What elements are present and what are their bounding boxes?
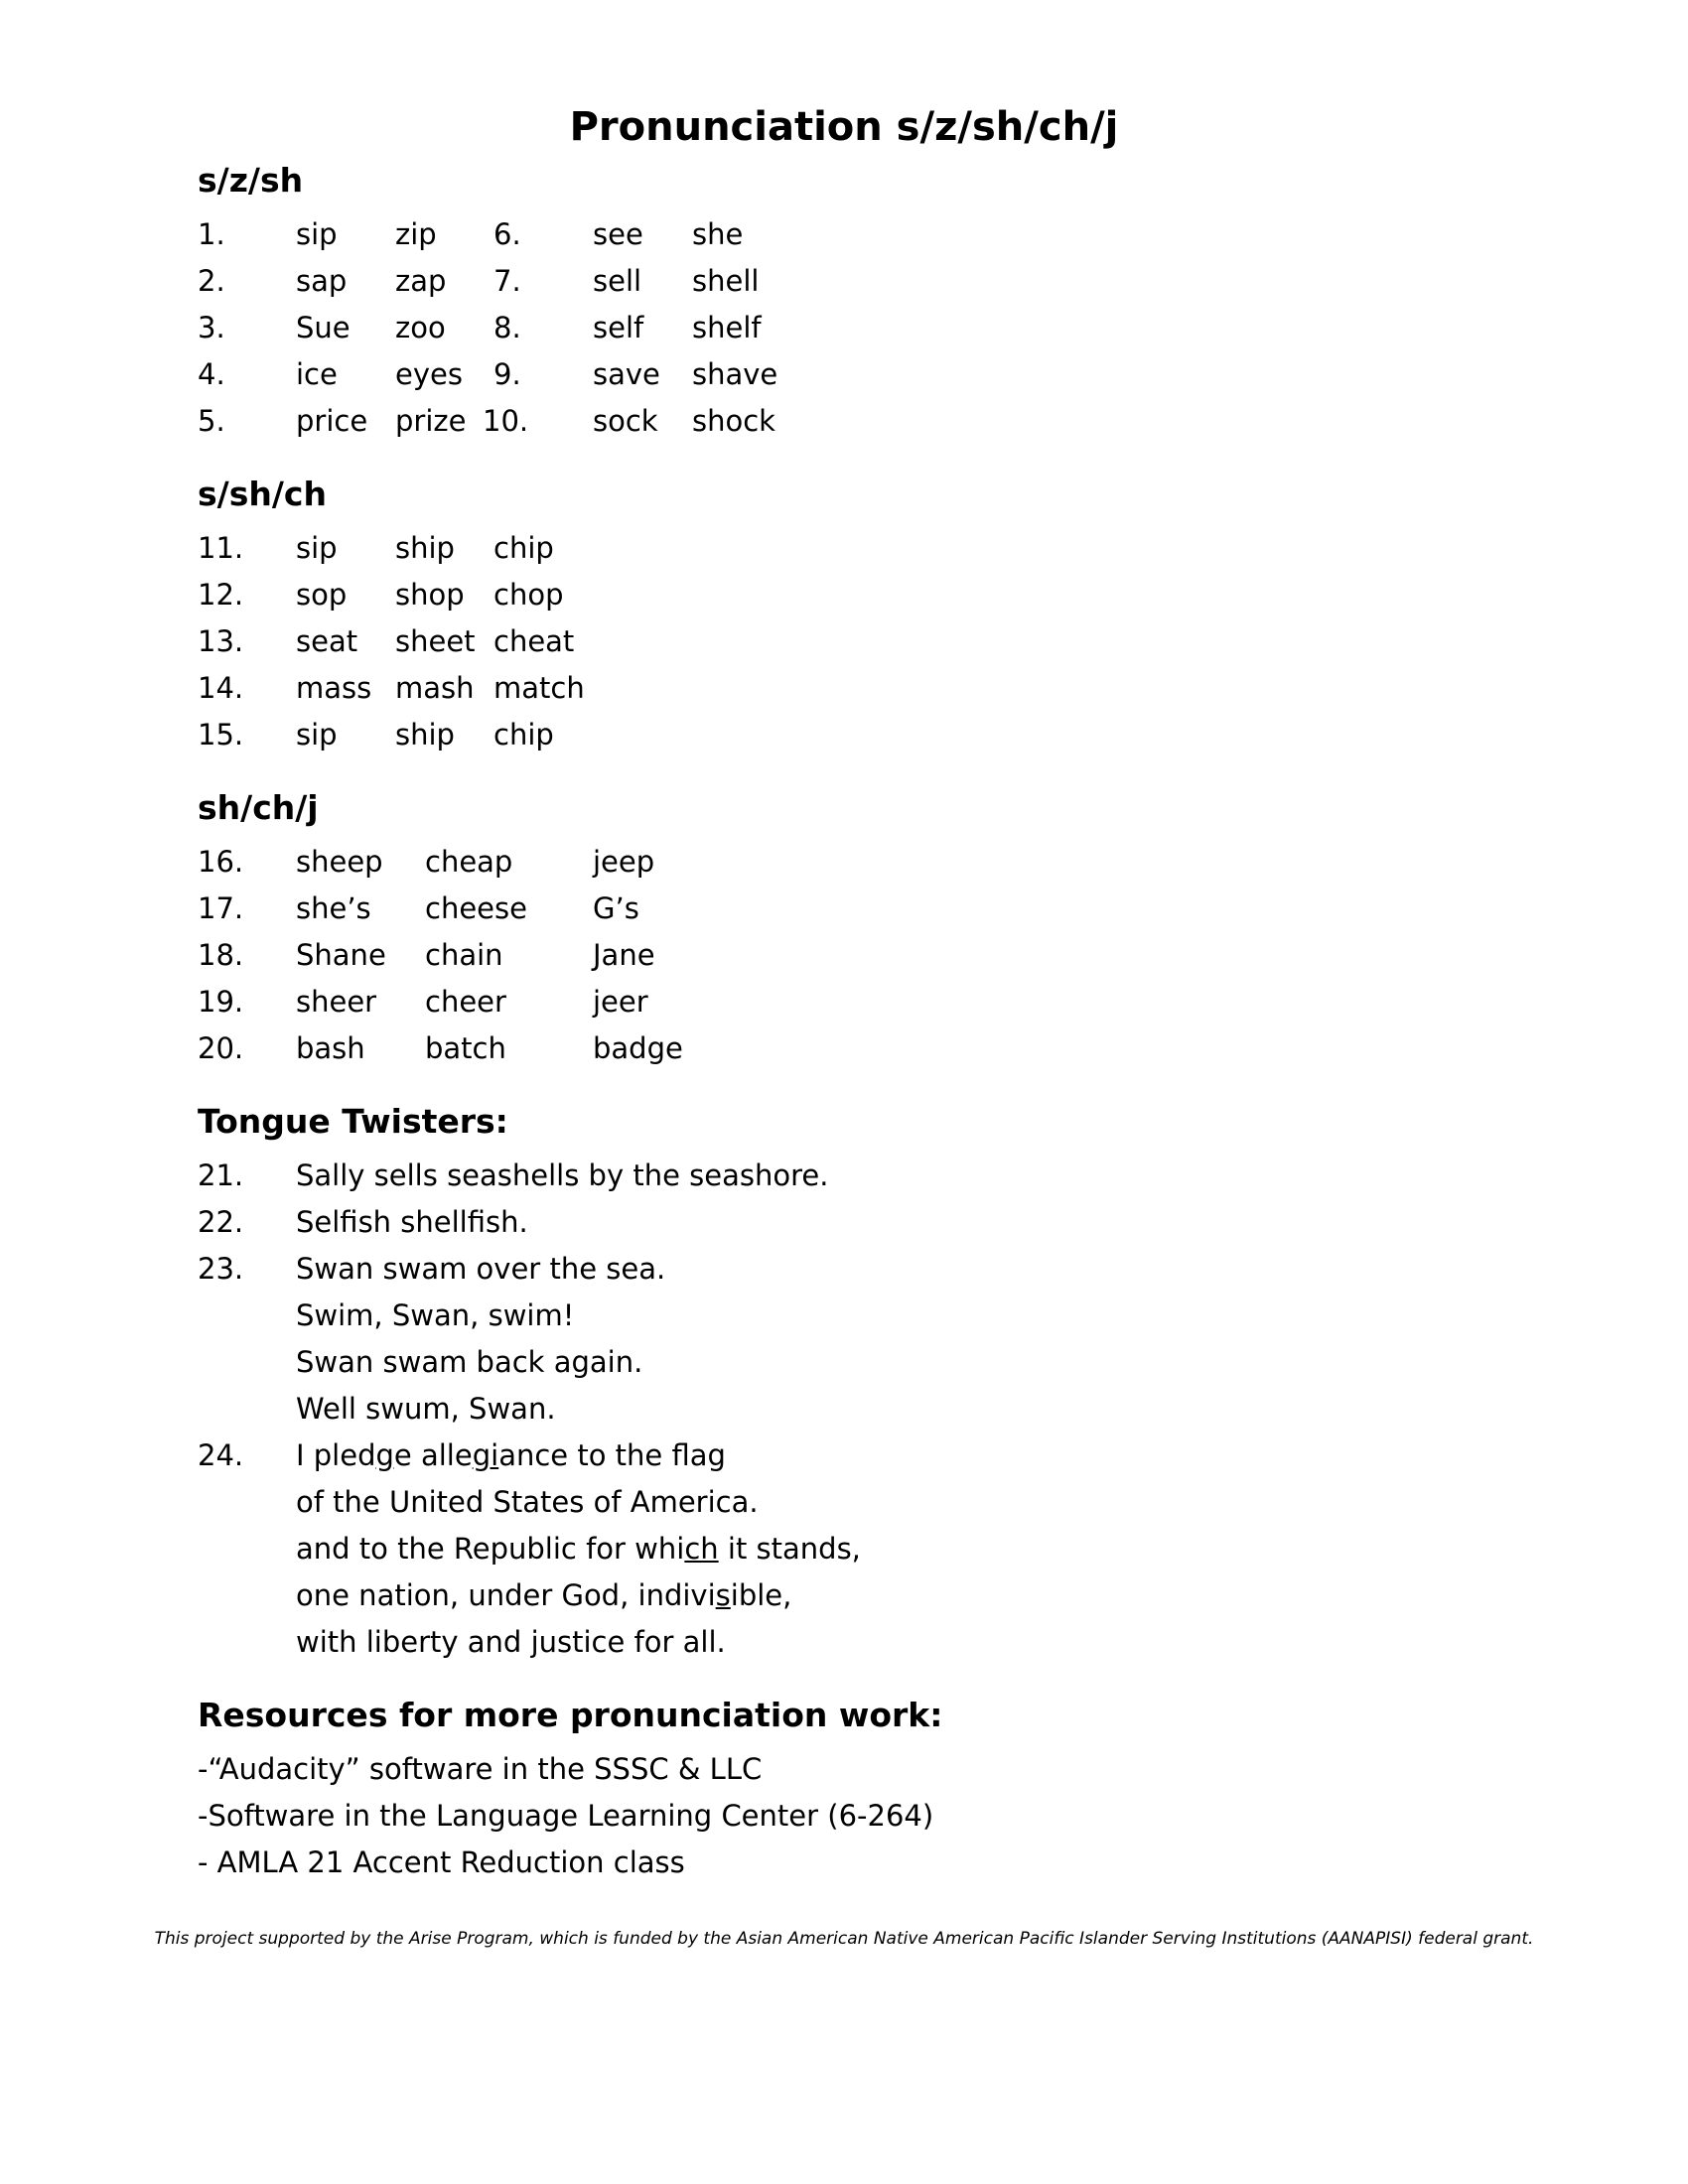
word: bash xyxy=(296,1031,365,1065)
word: cheer xyxy=(425,985,506,1019)
word: eyes xyxy=(395,357,463,391)
twister-line-row xyxy=(0,1389,1688,1429)
underlined-sound: ch xyxy=(684,1532,719,1566)
word-row xyxy=(0,1028,1688,1068)
pledge-text: and to the Republic for whi xyxy=(296,1532,685,1566)
word: self xyxy=(593,311,644,344)
pledge-text: it stands, xyxy=(718,1532,861,1566)
item-number: 12. xyxy=(198,578,244,612)
word: sheet xyxy=(395,624,476,658)
item-number: 20. xyxy=(198,1031,244,1065)
item-number: 13. xyxy=(198,624,244,658)
word: prize xyxy=(395,404,467,438)
twister-line: Well swum, Swan. xyxy=(296,1392,556,1426)
word: cheese xyxy=(425,891,527,925)
word: zoo xyxy=(395,311,446,344)
word: see xyxy=(593,217,643,251)
word: price xyxy=(296,404,368,438)
word: Jane xyxy=(593,938,655,972)
footnote: This project supported by the Arise Program, which is funded by the Asian American Native American Pacific Islander Serving Institutions (AANAPISI) federal grant. xyxy=(154,1929,1534,1949)
item-number: 4. xyxy=(198,357,225,391)
word: G’s xyxy=(593,891,639,925)
twister-line: Swim, Swan, swim! xyxy=(296,1298,575,1332)
item-number: 18. xyxy=(198,938,244,972)
item-number: 21. xyxy=(198,1159,244,1192)
twister-line-row xyxy=(0,1482,1688,1522)
word-row xyxy=(0,401,1688,441)
resource-item: -“Audacity” software in the SSSC & LLC xyxy=(198,1752,763,1786)
underlined-sound: g xyxy=(375,1438,394,1472)
word-row xyxy=(0,668,1688,708)
word: cheap xyxy=(425,845,513,879)
word-row xyxy=(0,354,1688,394)
word-row xyxy=(0,715,1688,754)
word: shelf xyxy=(692,311,762,344)
twister-item xyxy=(0,1249,1688,1289)
item-number: 2. xyxy=(198,264,225,298)
pledge-line xyxy=(296,1529,861,1569)
word-row xyxy=(0,528,1688,568)
item-number: 7. xyxy=(493,264,521,298)
word: batch xyxy=(425,1031,506,1065)
word: jeep xyxy=(593,845,655,879)
underlined-sound: s xyxy=(715,1578,731,1612)
twister-line-row xyxy=(0,1342,1688,1382)
word: sheep xyxy=(296,845,383,879)
word: chain xyxy=(425,938,503,972)
word: sock xyxy=(593,404,658,438)
item-number: 17. xyxy=(198,891,244,925)
word: she xyxy=(692,217,744,251)
word: shave xyxy=(692,357,778,391)
item-number: 15. xyxy=(198,718,244,751)
resource-item: - AMLA 21 Accent Reduction class xyxy=(198,1845,685,1879)
item-number: 6. xyxy=(493,217,521,251)
word: chop xyxy=(493,578,564,612)
word: sip xyxy=(296,217,338,251)
section-heading-s-sh-ch: s/sh/ch xyxy=(198,475,327,513)
word-row xyxy=(0,982,1688,1022)
pledge-line: of the United States of America. xyxy=(296,1485,759,1519)
item-number: 10. xyxy=(483,404,529,438)
word: zip xyxy=(395,217,437,251)
word-row xyxy=(0,308,1688,347)
word-row xyxy=(0,261,1688,301)
item-number: 19. xyxy=(198,985,244,1019)
word: chip xyxy=(493,531,554,565)
word: ship xyxy=(395,718,455,751)
word: sip xyxy=(296,531,338,565)
word: shock xyxy=(692,404,775,438)
word-row xyxy=(0,214,1688,254)
word: mash xyxy=(395,671,475,705)
word: mass xyxy=(296,671,372,705)
word: ice xyxy=(296,357,338,391)
section-heading-s-z-sh: s/z/sh xyxy=(198,161,304,200)
word-row xyxy=(0,575,1688,614)
section-heading-resources: Resources for more pronunciation work: xyxy=(198,1696,943,1734)
item-number: 24. xyxy=(198,1438,244,1472)
word: zap xyxy=(395,264,447,298)
word: sop xyxy=(296,578,348,612)
word: Sue xyxy=(296,311,351,344)
word-row xyxy=(0,842,1688,882)
word-row xyxy=(0,888,1688,928)
word: sap xyxy=(296,264,348,298)
twister-item xyxy=(0,1156,1688,1195)
word-row xyxy=(0,935,1688,975)
word: sell xyxy=(593,264,642,298)
item-number: 5. xyxy=(198,404,225,438)
pledge-text: ance to the flag xyxy=(498,1438,726,1472)
item-number: 23. xyxy=(198,1252,244,1286)
word: seat xyxy=(296,624,358,658)
word: match xyxy=(493,671,585,705)
word: badge xyxy=(593,1031,683,1065)
pledge-text: ustice for all. xyxy=(538,1625,726,1659)
word: shop xyxy=(395,578,465,612)
word: save xyxy=(593,357,660,391)
pledge-line xyxy=(296,1435,726,1475)
word: shell xyxy=(692,264,760,298)
twister-line-row xyxy=(0,1622,1688,1662)
word: she’s xyxy=(296,891,371,925)
pledge-text: with liberty and xyxy=(296,1625,531,1659)
word-row xyxy=(0,621,1688,661)
pledge-line xyxy=(296,1575,791,1615)
item-number: 16. xyxy=(198,845,244,879)
item-number: 14. xyxy=(198,671,244,705)
twister-line: Swan swam back again. xyxy=(296,1345,643,1379)
pledge-text: I pled xyxy=(296,1438,376,1472)
pledge-text: one nation, under God, indivi xyxy=(296,1578,716,1612)
twister-item xyxy=(0,1435,1688,1475)
underlined-sound: j xyxy=(530,1625,539,1659)
item-number: 11. xyxy=(198,531,244,565)
pledge-line xyxy=(296,1622,726,1662)
twister-line-row xyxy=(0,1575,1688,1615)
word: cheat xyxy=(493,624,575,658)
word: ship xyxy=(395,531,455,565)
page-title: Pronunciation s/z/sh/ch/j xyxy=(569,104,1119,150)
word: Shane xyxy=(296,938,386,972)
twister-line-row xyxy=(0,1529,1688,1569)
underlined-sound: gi xyxy=(472,1438,499,1472)
item-number: 9. xyxy=(493,357,521,391)
word: chip xyxy=(493,718,554,751)
section-heading-sh-ch-j: sh/ch/j xyxy=(198,788,319,827)
resource-item: -Software in the Language Learning Center (6-264) xyxy=(198,1799,934,1833)
item-number: 22. xyxy=(198,1205,244,1239)
twister-line-row xyxy=(0,1296,1688,1335)
item-number: 3. xyxy=(198,311,225,344)
pledge-text: e alle xyxy=(393,1438,473,1472)
twister-text: Selfish shellfish. xyxy=(296,1205,528,1239)
item-number: 8. xyxy=(493,311,521,344)
section-heading-tongue-twisters: Tongue Twisters: xyxy=(198,1102,508,1141)
word: sip xyxy=(296,718,338,751)
twister-text: Sally sells seashells by the seashore. xyxy=(296,1159,829,1192)
word: jeer xyxy=(593,985,648,1019)
twister-item xyxy=(0,1202,1688,1242)
twister-line: Swan swam over the sea. xyxy=(296,1252,666,1286)
pledge-text: ible, xyxy=(730,1578,792,1612)
word: sheer xyxy=(296,985,377,1019)
item-number: 1. xyxy=(198,217,225,251)
